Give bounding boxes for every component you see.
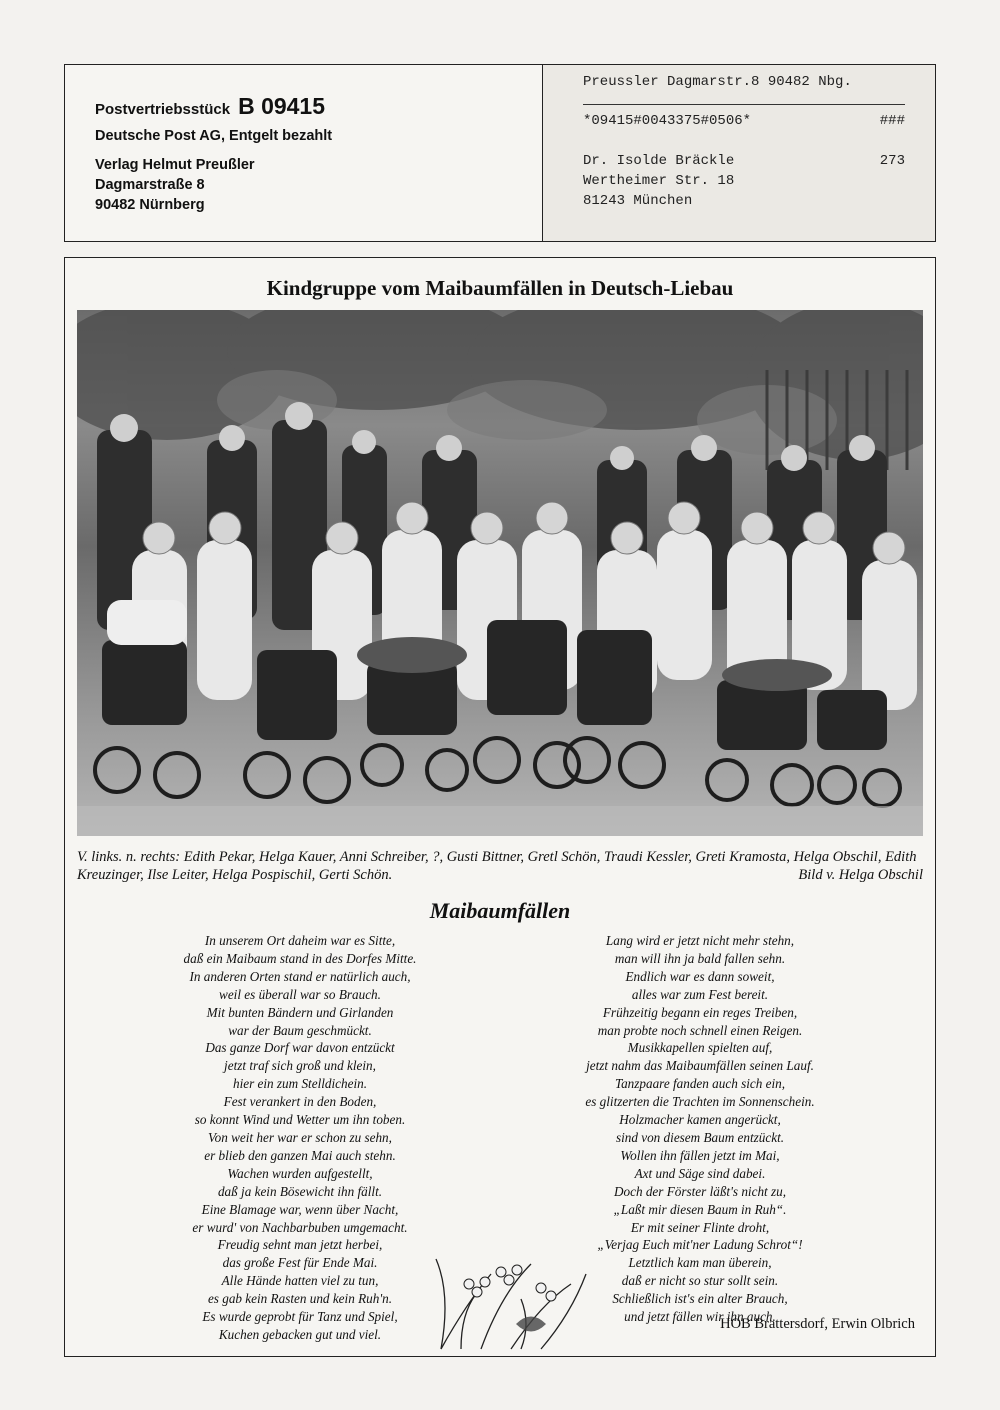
poem-line: daß er nicht so stur sollt sein. <box>621 1273 779 1289</box>
poem-line: Kuchen gebacken gut und viel. <box>218 1326 382 1342</box>
poem-line: hier ein zum Stelldichein. <box>232 1076 368 1092</box>
poem-line: Fest verankert in den Boden, <box>223 1094 377 1110</box>
flower-drawing <box>421 1254 591 1354</box>
poem-line: Endlich war es dann soweit, <box>625 968 775 984</box>
publisher-name: Verlag Helmut Preußler <box>95 157 255 173</box>
poem-line: Doch der Förster läßt's nicht zu, <box>613 1183 787 1199</box>
group-photo-illustration <box>77 310 923 836</box>
poem-line: so konnt Wind und Wetter um ihn toben. <box>194 1112 406 1128</box>
group-photo <box>77 310 923 836</box>
photo-credit: Bild v. Helga Obschil <box>798 867 923 883</box>
poem-line: Schließlich ist's ein alter Brauch, <box>612 1291 788 1307</box>
article-title: Kindgruppe vom Maibaumfällen in Deutsch-Liebau <box>266 276 734 300</box>
recipient-city: 81243 München <box>583 193 693 209</box>
poem-line: daß ja kein Bösewicht ihn fällt. <box>217 1183 383 1199</box>
recipient-row <box>583 151 905 171</box>
poem-line: man probte noch schnell einen Reigen. <box>597 1022 803 1038</box>
poem-line: er wurd' von Nachbarbuben umgemacht. <box>192 1219 408 1235</box>
poem-line: Wollen ihn fällen jetzt im Mai, <box>620 1147 780 1163</box>
recipient-city-row <box>583 191 905 211</box>
poem-line: Musikkapellen spielten auf, <box>627 1040 773 1056</box>
poem-line: Alle Hände hatten viel zu tun, <box>221 1273 379 1289</box>
poem-line: es glitzerten die Trachten im Sonnenschein. <box>585 1094 815 1110</box>
code-suffix: ### <box>879 113 905 129</box>
lily-of-the-valley-illustration <box>421 1254 591 1359</box>
poem-line: Holzmacher kamen angerückt, <box>619 1112 781 1128</box>
poem-line: Freudig sehnt man jetzt herbei, <box>217 1237 383 1253</box>
postage-line: Deutsche Post AG, Entgelt bezahlt <box>95 128 333 144</box>
poem-line: „Verjag Euch mit'ner Ladung Schrot“! <box>597 1237 803 1253</box>
poem-line: und jetzt fällen wir ihn auch. <box>624 1309 776 1325</box>
poem-author: HOB Brattersdorf, Erwin Olbrich <box>720 1316 915 1332</box>
postvertrieb-number: B 09415 <box>238 93 326 119</box>
poem-line: Letztlich kam man überein, <box>628 1255 772 1271</box>
code-line: *09415#0043375#0506* <box>583 113 752 129</box>
code-row <box>583 111 905 131</box>
recipient-street-row <box>583 171 905 191</box>
poem-line: er blieb den ganzen Mai auch stehn. <box>204 1147 396 1163</box>
poem-line: jetzt nahm das Maibaumfällen seinen Lauf. <box>586 1058 814 1074</box>
poem-line: man will ihn ja bald fallen sehn. <box>614 950 786 966</box>
publisher-city: 90482 Nürnberg <box>95 197 205 213</box>
article-box <box>64 257 936 1357</box>
recipient-name: Dr. Isolde Bräckle <box>583 153 735 169</box>
poem-line: Axt und Säge sind dabei. <box>634 1165 766 1181</box>
poem-line: Wachen wurden aufgestellt, <box>227 1165 373 1181</box>
mailing-label <box>542 64 936 242</box>
poem-line: Lang wird er jetzt nicht mehr stehn, <box>605 933 795 948</box>
photo-caption <box>77 848 923 884</box>
sender-line: Preussler Dagmarstr.8 90482 Nbg. <box>583 74 852 90</box>
poem-line: weil es überall war so Brauch. <box>219 986 381 1002</box>
recipient-street: Wertheimer Str. 18 <box>583 173 735 189</box>
sender-row <box>583 72 905 92</box>
poem-line: In unserem Ort daheim war es Sitte, <box>204 933 396 948</box>
postal-imprint <box>64 64 542 242</box>
publisher-street: Dagmarstraße 8 <box>95 177 205 193</box>
poem-line: Tanzpaare fanden auch sich ein, <box>614 1076 786 1092</box>
poem-line: es gab kein Rasten und kein Ruh'n. <box>207 1291 393 1307</box>
poem-line: jetzt traf sich groß und klein, <box>224 1058 376 1074</box>
poem-line: Frühzeitig begann ein reges Treiben, <box>602 1004 798 1020</box>
poem-line: Es wurde geprobt für Tanz und Spiel, <box>202 1309 398 1325</box>
poem-line: Er mit seiner Flinte droht, <box>630 1219 770 1235</box>
poem-line: alles war zum Fest bereit. <box>631 986 769 1002</box>
poem-line: das große Fest für Ende Mai. <box>222 1255 378 1271</box>
poem-line: In anderen Orten stand er natürlich auch, <box>189 968 411 984</box>
poem-line: sind von diesem Baum entzückt. <box>615 1129 785 1145</box>
poem-title: Maibaumfällen <box>429 898 571 923</box>
caption-text: V. links. n. rechts: Edith Pekar, Helga Kauer, Anni Schreiber, ?, Gusti Bittner, Gretl Schön, Traudi Kessler, Greti Kramosta, Helga Obschil, Edith Kreuzinger, Ilse Leiter, Helga Pospischil, Gerti Schön. <box>77 849 917 883</box>
poem-line: war der Baum geschmückt. <box>228 1022 372 1038</box>
poem-line: Von weit her war er schon zu sehn, <box>208 1129 392 1145</box>
poem-line: Eine Blamage war, wenn über Nacht, <box>201 1201 399 1217</box>
recipient-number: 273 <box>879 153 905 169</box>
label-divider <box>583 104 905 105</box>
poem-line: „Laßt mir diesen Baum in Ruh“. <box>613 1201 787 1217</box>
poem-line: Das ganze Dorf war davon entzückt <box>205 1040 395 1056</box>
poem-line: daß ein Maibaum stand in des Dorfes Mitte. <box>183 950 417 966</box>
postvertrieb-label: Postvertriebsstück <box>95 101 231 118</box>
poem-line: Mit bunten Bändern und Girlanden <box>206 1004 394 1020</box>
postvertrieb-row <box>95 93 542 120</box>
